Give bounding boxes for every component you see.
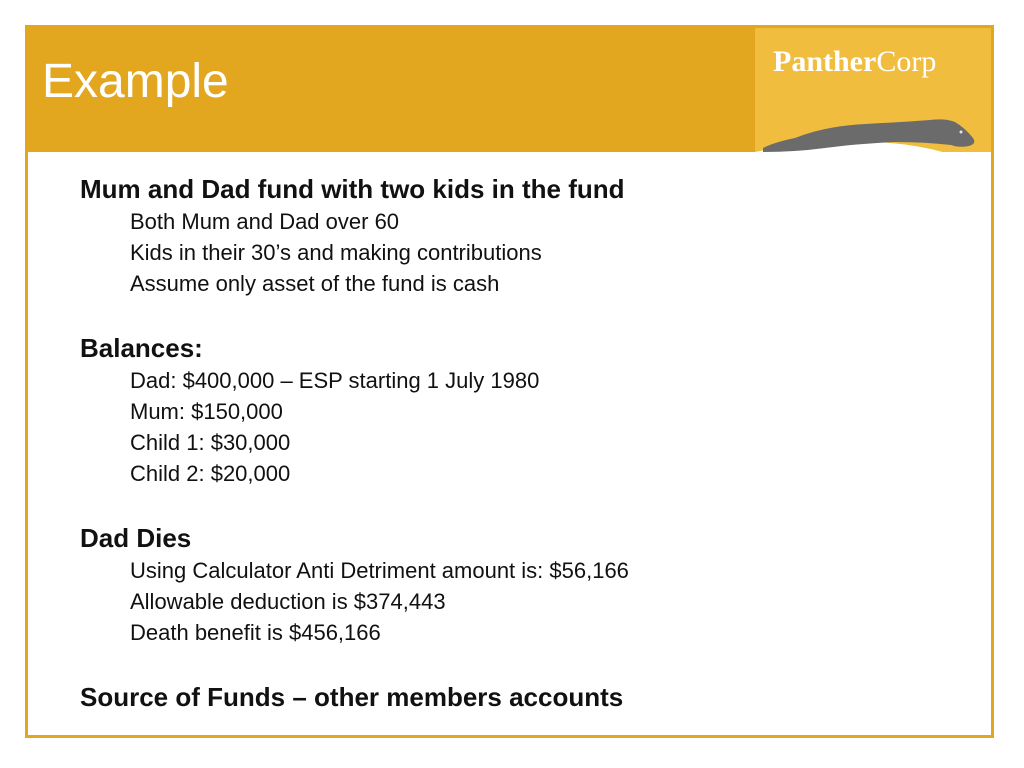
slide-title: Example bbox=[42, 55, 229, 108]
bullet-item: Death benefit is $456,166 bbox=[130, 620, 381, 645]
bullet-item: Kids in their 30’s and making contributions bbox=[130, 240, 542, 265]
bullet-item: Assume only asset of the fund is cash bbox=[130, 271, 500, 296]
section-heading: Dad Dies bbox=[80, 523, 192, 553]
slide-content bbox=[80, 172, 940, 714]
spacer bbox=[80, 648, 940, 680]
spacer bbox=[80, 299, 940, 331]
logo-text-regular: Corp bbox=[876, 45, 937, 78]
section-source-of-funds bbox=[80, 680, 940, 714]
section-heading: Balances: bbox=[80, 333, 203, 363]
bullet-item: Both Mum and Dad over 60 bbox=[130, 209, 400, 234]
section-balances bbox=[80, 331, 940, 489]
bullet-item: Dad: $400,000 – ESP starting 1 July 1980 bbox=[130, 368, 540, 393]
bullet-item: Child 1: $30,000 bbox=[130, 430, 291, 455]
bullet-item: Using Calculator Anti Detriment amount is: $56,166 bbox=[130, 558, 629, 583]
bullet-item: Mum: $150,000 bbox=[130, 399, 283, 424]
logo-text-bold: Panther bbox=[773, 45, 877, 78]
bullet-item: Child 2: $20,000 bbox=[130, 461, 291, 486]
company-logo bbox=[773, 47, 936, 77]
section-heading: Mum and Dad fund with two kids in the fund bbox=[80, 174, 625, 204]
panther-icon bbox=[755, 112, 991, 172]
bullet-item: Allowable deduction is $374,443 bbox=[130, 589, 446, 614]
section-heading: Source of Funds – other members accounts bbox=[80, 682, 624, 712]
spacer bbox=[80, 489, 940, 521]
section-dad-dies bbox=[80, 521, 940, 648]
section-fund bbox=[80, 172, 940, 299]
